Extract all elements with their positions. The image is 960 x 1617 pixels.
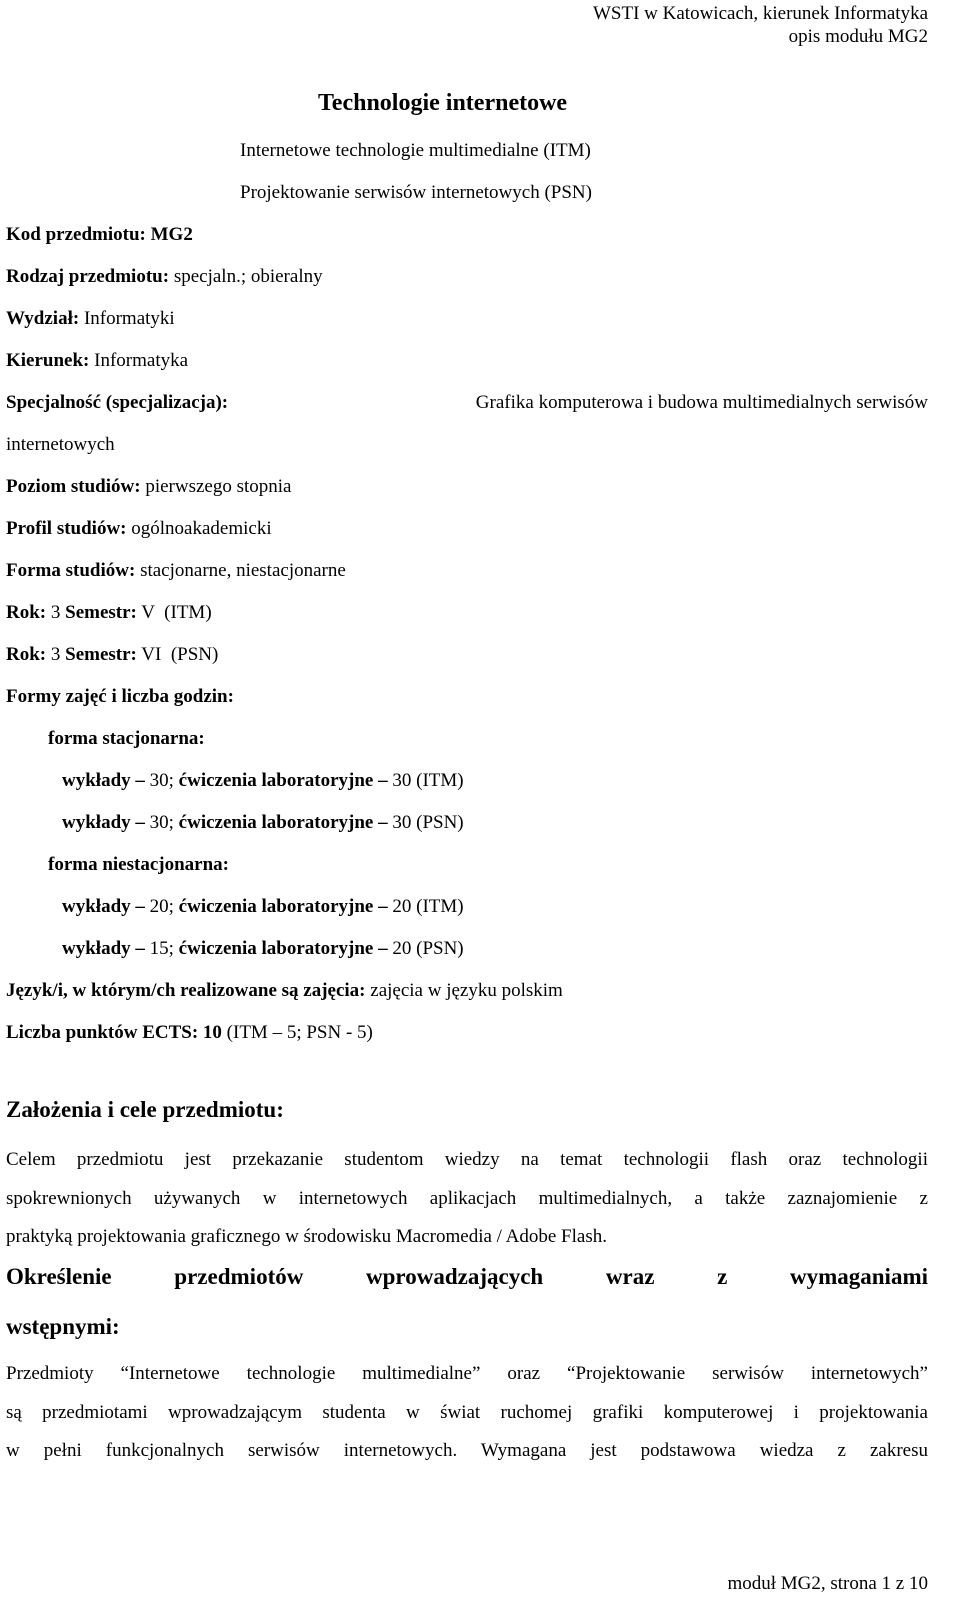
paragraph-line: spokrewnionych używanych w internetowych aplikacjach multimedialnych, a także zaznajomienie z [6, 1187, 928, 1209]
cwiczenia-label: ćwiczenia laboratoryjne – [178, 812, 388, 833]
semestr-value: VI (PSN) [141, 644, 219, 665]
field-forma-label: Forma studiów: [6, 560, 136, 581]
subtitle-psn: Projektowanie serwisów internetowych (PSN) [240, 182, 592, 203]
cwiczenia-value: 20 (PSN) [392, 938, 464, 959]
field-specjalnosc [6, 392, 928, 414]
semestr-label: Semestr: [65, 602, 137, 623]
field-poziom-label: Poziom studiów: [6, 476, 141, 497]
semestr-label: Semestr: [65, 644, 137, 665]
field-profil [6, 518, 272, 540]
rok-label: Rok: [6, 602, 47, 623]
rok-value: 3 [50, 602, 61, 623]
field-poziom-value: pierwszego stopnia [145, 476, 292, 497]
field-profil-label: Profil studiów: [6, 518, 127, 539]
page-footer: moduł MG2, strona 1 z 10 [727, 1573, 928, 1594]
field-rodzaj [6, 266, 323, 288]
cwiczenia-label: ćwiczenia laboratoryjne – [178, 938, 388, 959]
zalozenia-paragraph [6, 1141, 928, 1257]
field-specjalnosc-value: Grafika komputerowa i budowa multimedialnych serwisów [475, 392, 928, 413]
section-heading-zalozenia: Założenia i cele przedmiotu: [6, 1097, 284, 1122]
field-kod-label: Kod przedmiotu: MG2 [6, 224, 193, 245]
field-ects [6, 1022, 373, 1044]
wyklady-value: 30; [149, 812, 174, 833]
section-heading-okreslenie: Określenie przedmiotów wprowadzających wraz z wymaganiami [6, 1264, 928, 1289]
wyklady-label: wykłady – [62, 812, 145, 833]
forma-stacjonarna-label: forma stacjonarna: [48, 728, 205, 749]
page-title: Technologie internetowe [318, 90, 568, 116]
paragraph-line: Celem przedmiotu jest przekazanie studentom wiedzy na temat technologii flash oraz technologii [6, 1149, 928, 1170]
field-formy-zajec: Formy zajęć i liczba godzin: [6, 686, 234, 707]
field-wydzial [6, 308, 175, 330]
okreslenie-paragraph [6, 1355, 928, 1471]
cwiczenia-label: ćwiczenia laboratoryjne – [178, 896, 388, 917]
cwiczenia-value: 20 (ITM) [392, 896, 464, 917]
paragraph-line: w pełni funkcjonalnych serwisów internetowych. Wymagana jest podstawowa wiedza z zakresu [6, 1440, 928, 1461]
field-rodzaj-label: Rodzaj przedmiotu: [6, 266, 170, 287]
semestr-value: V (ITM) [141, 602, 212, 623]
jezyk-label: Język/i, w którym/ch realizowane są zajęcia: [6, 980, 366, 1001]
field-rok-psn [6, 644, 218, 666]
field-poziom [6, 476, 291, 498]
hours-row [62, 896, 464, 918]
field-wydzial-value: Informatyki [83, 308, 175, 329]
wyklady-value: 15; [149, 938, 174, 959]
field-kierunek-label: Kierunek: [6, 350, 90, 371]
field-wydzial-label: Wydział: [6, 308, 80, 329]
field-rodzaj-value: specjaln.; obieralny [173, 266, 323, 287]
section-heading-okreslenie-cont: wstępnymi: [6, 1314, 120, 1339]
ects-value: (ITM – 5; PSN - 5) [226, 1022, 373, 1043]
ects-label: Liczba punktów ECTS: 10 [6, 1022, 222, 1043]
wyklady-value: 30; [149, 770, 174, 791]
field-kierunek-value: Informatyka [94, 350, 189, 371]
paragraph-line: Przedmioty “Internetowe technologie multimedialne” oraz “Projektowanie serwisów internetowych” [6, 1363, 928, 1384]
field-kod [6, 224, 193, 246]
wyklady-label: wykłady – [62, 896, 145, 917]
field-kierunek [6, 350, 188, 372]
hours-row [62, 938, 464, 960]
field-forma-value: stacjonarne, niestacjonarne [140, 560, 346, 581]
rok-label: Rok: [6, 644, 47, 665]
cwiczenia-label: ćwiczenia laboratoryjne – [178, 770, 388, 791]
field-rok-itm [6, 602, 212, 624]
jezyk-value: zajęcia w języku polskim [370, 980, 563, 1001]
rok-value: 3 [50, 644, 61, 665]
cwiczenia-value: 30 (PSN) [392, 812, 464, 833]
field-specjalnosc-cont: internetowych [6, 434, 115, 455]
running-header [593, 2, 928, 48]
header-line-2: opis modułu MG2 [788, 26, 928, 47]
field-jezyk [6, 980, 563, 1002]
wyklady-value: 20; [149, 896, 174, 917]
field-forma [6, 560, 346, 582]
cwiczenia-value: 30 (ITM) [392, 770, 464, 791]
header-line-1: WSTI w Katowicach, kierunek Informatyka [592, 3, 928, 24]
wyklady-label: wykłady – [62, 938, 145, 959]
paragraph-line: praktyką projektowania graficznego w środowisku Macromedia / Adobe Flash. [6, 1226, 607, 1247]
paragraph-line: są przedmiotami wprowadzającym studenta w świat ruchomej grafiki komputerowej i projektowania [6, 1401, 928, 1423]
forma-niestacjonarna-label: forma niestacjonarna: [48, 854, 229, 875]
wyklady-label: wykłady – [62, 770, 145, 791]
field-specjalnosc-label: Specjalność (specjalizacja): [6, 392, 229, 413]
hours-row [62, 770, 464, 792]
hours-row [62, 812, 464, 834]
field-profil-value: ogólnoakademicki [131, 518, 272, 539]
subtitle-itm: Internetowe technologie multimedialne (ITM) [240, 140, 591, 161]
